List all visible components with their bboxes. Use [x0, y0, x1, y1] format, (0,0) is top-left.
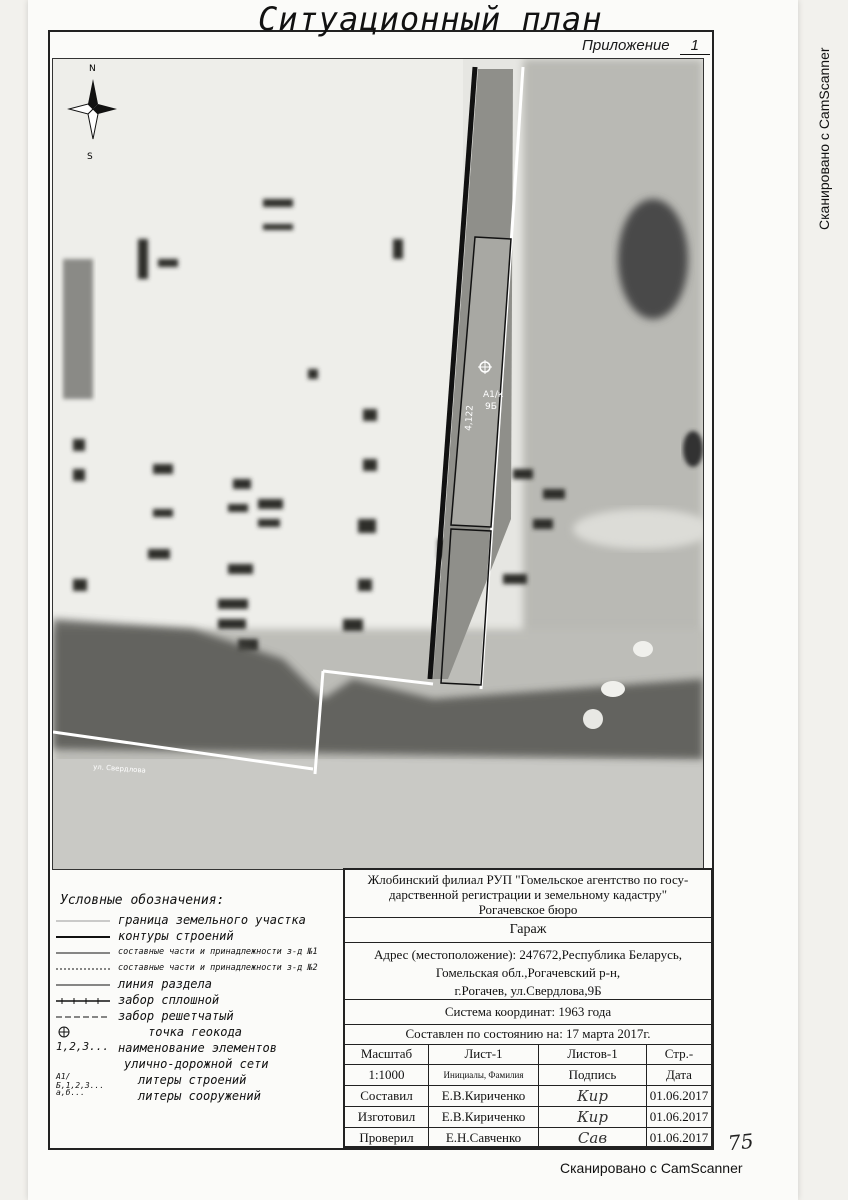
legend-item-building-literas [56, 1072, 356, 1088]
geocode-icon [56, 1024, 112, 1040]
legend-item-parts-2 [56, 960, 356, 976]
grid-cell: Листов-1 [539, 1044, 647, 1064]
page-title: Ситуационный план [258, 0, 603, 38]
legend-text: составные части и принадлежности з-д №2 [118, 963, 318, 973]
legend-item-building-contours [56, 928, 356, 944]
grid-cell: Дата [666, 1067, 692, 1082]
legend-text: наименование элементов [118, 1041, 277, 1055]
legend-item-street-elements [56, 1040, 356, 1056]
grid-cell: Составил [345, 1086, 429, 1106]
legend-symbol [56, 1008, 112, 1024]
grid-cell: Е.Н.Савченко [429, 1128, 539, 1148]
legend-item-land-boundary [56, 912, 356, 928]
grid-row-made [345, 1107, 711, 1128]
legend-symbol [56, 944, 112, 960]
grid-cell: 01.06.2017 [649, 1130, 709, 1145]
legend-text: составные части и принадлежности з-д №1 [118, 947, 318, 957]
legend-item-division-line [56, 976, 356, 992]
grid-header-row [345, 1044, 711, 1065]
light-patch [601, 681, 625, 697]
org-line: Жлобинский филиал РУП "Гомельское агентство по госу- [367, 872, 689, 887]
scanner-watermark-side: Сканировано с CamScanner [816, 47, 832, 230]
grid-cell: 01.06.2017 [649, 1088, 709, 1103]
grid-cell: 1:1000 [345, 1065, 429, 1085]
parcel-dimension: 4,122 [464, 404, 476, 432]
title-block [343, 868, 713, 1148]
legend-item-lattice-fence [56, 1008, 356, 1024]
object-name: Гараж [345, 918, 711, 943]
grid-cell: Подпись [539, 1065, 647, 1085]
tree-cluster [618, 199, 688, 319]
legend-item-street-network [56, 1056, 356, 1072]
grid-scale-row [345, 1065, 711, 1086]
grid-cell: Масштаб [345, 1044, 429, 1064]
legend-text: контуры строений [118, 929, 234, 943]
grid-cell: Проверил [345, 1128, 429, 1148]
grid-cell: Е.В.Кириченко [429, 1107, 539, 1127]
legend-text: точка геокода [148, 1025, 242, 1039]
legend-symbol [56, 976, 112, 992]
signature: Кир [539, 1086, 647, 1106]
legend-text: граница земельного участка [118, 913, 306, 927]
legend-symbol [56, 912, 112, 928]
appendix-text: Приложение [582, 37, 670, 54]
appendix-number: 1 [680, 37, 710, 55]
legend-item-parts-1 [56, 944, 356, 960]
address-line: г.Рогачев, ул.Свердлова,9Б [454, 983, 602, 998]
compass-south-label: S [87, 152, 93, 162]
street-label: ул. Свердлова [92, 763, 147, 775]
scanner-watermark-bottom: Сканировано с CamScanner [560, 1160, 743, 1176]
legend-item-geocode [56, 1024, 356, 1040]
signature: Кир [539, 1107, 647, 1127]
tree-cluster [683, 431, 703, 467]
light-patch [583, 709, 603, 729]
appendix-label [582, 37, 710, 55]
grid-cell: Изготовил [345, 1107, 429, 1127]
aerial-map [52, 58, 704, 870]
grid-cell: 01.06.2017 [649, 1109, 709, 1124]
organization [345, 870, 711, 918]
legend-text: забор решетчатый [118, 1009, 234, 1023]
grid-cell: Стр.- [664, 1046, 694, 1061]
legend-title: Условные обозначения: [60, 893, 225, 908]
coordinate-system: Система координат: 1963 года [345, 1000, 711, 1025]
grid-cell: Е.В.Кириченко [429, 1086, 539, 1106]
light-patch [633, 641, 653, 657]
legend-symbol-text: а,б... [56, 1088, 85, 1097]
address [345, 942, 711, 1000]
signature-grid [345, 1044, 711, 1148]
grid-cell: Инициалы, Фамилия [429, 1065, 539, 1085]
address-line: Адрес (местоположение): 247672,Республика Беларусь, [373, 947, 683, 962]
legend-text: линия раздела [118, 977, 212, 991]
legend-symbol [56, 960, 112, 976]
legend-symbol-text: А1/Б,1,2,3... [56, 1072, 105, 1090]
legend-item-solid-fence [56, 992, 356, 1008]
legend-text: улично-дорожной сети [124, 1057, 269, 1071]
legend-symbol-text: 1,2,3... [56, 1040, 109, 1053]
legend [56, 893, 356, 1104]
legend-item-structure-literas [56, 1088, 356, 1104]
grid-row-compiled [345, 1086, 711, 1107]
signature: Сав [539, 1128, 647, 1148]
compass-north-label: N [89, 64, 96, 74]
grid-row-checked [345, 1128, 711, 1148]
legend-text: забор сплошной [118, 993, 220, 1007]
map-drawing [53, 59, 703, 869]
parcel-number: 9Б [485, 402, 497, 412]
building-block [63, 259, 93, 399]
legend-symbol [56, 992, 112, 1008]
grid-cell: Лист-1 [429, 1044, 539, 1064]
map-light-area [53, 59, 463, 659]
org-line: Рогачевское бюро [478, 902, 578, 917]
map-road [53, 759, 703, 869]
address-line: Гомельская обл.,Рогачевский р-н, [435, 965, 621, 980]
legend-symbol [56, 928, 112, 944]
legend-text: литеры строений [138, 1073, 247, 1087]
page-number: 75 [726, 1128, 755, 1156]
parcel-litera: A1/к [483, 390, 504, 400]
org-line: дарственной регистрации и земельному кадастру" [388, 887, 668, 902]
legend-text: литеры сооружений [138, 1089, 261, 1103]
compiled-state: Составлен по состоянию на: 17 марта 2017г. [345, 1024, 711, 1045]
